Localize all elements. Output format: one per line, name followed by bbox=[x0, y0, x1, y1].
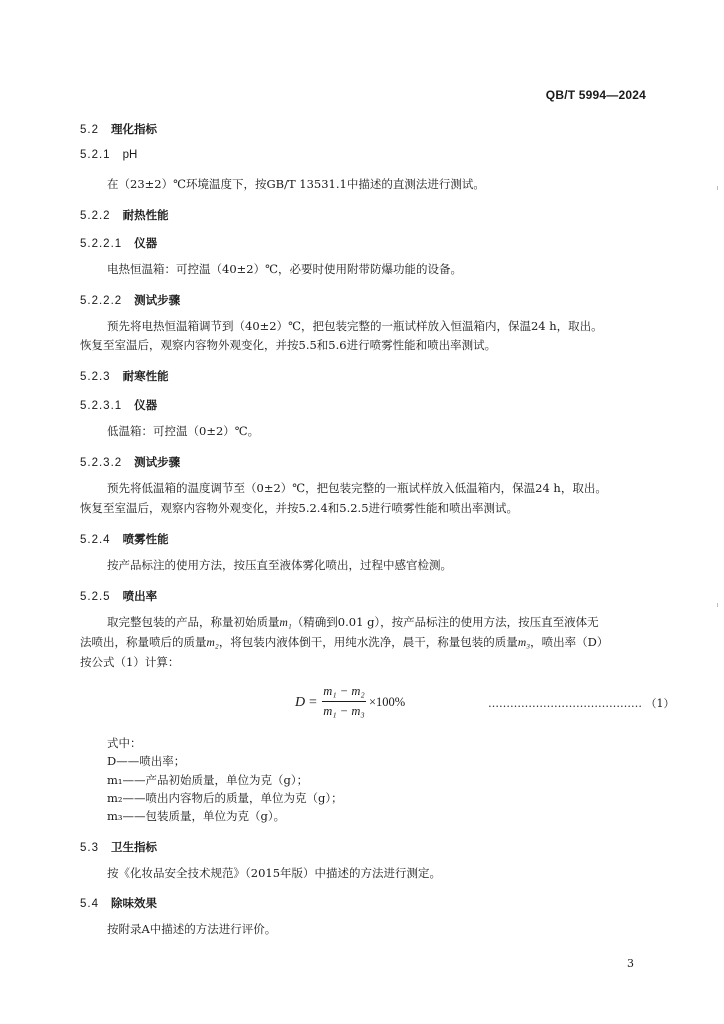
paragraph-5-4: 按附录A中描述的方法进行评价。 bbox=[107, 922, 277, 936]
paragraph-5-3: 按《化妆品安全技术规范》（2015年版）中描述的方法进行测定。 bbox=[107, 866, 442, 880]
formula-fraction bbox=[322, 684, 366, 719]
formula-equals: = bbox=[309, 695, 317, 710]
paragraph-5-2-4: 按产品标注的使用方法，按压直至液体雾化喷出，过程中感官检测。 bbox=[107, 558, 452, 572]
where-m2: m₂——喷出内容物后的质量，单位为克（g）； bbox=[107, 791, 343, 805]
heading-5-2-2: 5.2.2 耐热性能 bbox=[80, 210, 169, 222]
where-label: 式中： bbox=[107, 736, 142, 750]
heading-5-2-2-1: 5.2.2.1 仪器 bbox=[80, 238, 158, 250]
where-m1: m₁——产品初始质量，单位为克（g）； bbox=[107, 773, 309, 787]
page-number: 3 bbox=[627, 957, 634, 970]
paragraph-5-2-3-1: 低温箱：可控温（0±2）℃。 bbox=[107, 424, 260, 438]
equation-number: …………………………………… （1） bbox=[488, 697, 675, 710]
where-d: D——喷出率； bbox=[107, 754, 186, 768]
heading-5-2-3-2: 5.2.3.2 测试步骤 bbox=[80, 457, 181, 469]
heading-5-2-3: 5.2.3 耐寒性能 bbox=[80, 371, 169, 383]
heading-5-2-4: 5.2.4 喷雾性能 bbox=[80, 534, 169, 546]
scan-artifact bbox=[717, 603, 718, 607]
heading-5-3: 5.3 卫生指标 bbox=[80, 842, 157, 854]
paragraph-5-2-3-2-line2: 恢复至室温后，观察内容物外观变化，并按5.2.4和5.2.5进行喷雾性能和喷出率测试。 bbox=[80, 501, 519, 515]
heading-5-2-2-2: 5.2.2.2 测试步骤 bbox=[80, 295, 181, 307]
heading-5-2-5: 5.2.5 喷出率 bbox=[80, 591, 158, 603]
paragraph-5-2-2-1: 电热恒温箱：可控温（40±2）℃，必要时使用附带防爆功能的设备。 bbox=[107, 262, 462, 276]
heading-5-4: 5.4 除味效果 bbox=[80, 898, 157, 910]
paragraph-5-2-1: 在（23±2）℃环境温度下，按GB/T 13531.1中描述的直测法进行测试。 bbox=[107, 177, 485, 191]
heading-5-2-1: 5.2.1 pH bbox=[80, 149, 138, 161]
fraction-bar bbox=[322, 701, 366, 702]
formula-numerator: m₁ − m₂ bbox=[323, 684, 365, 698]
formula-factor: ×100% bbox=[369, 695, 406, 709]
paragraph-5-2-5-line1: 取完整包装的产品，称量初始质量m₁（精确到0.01 g），按产品标注的使用方法，按压直至液体无 bbox=[107, 615, 599, 629]
paragraph-5-2-2-2-line1: 预先将电热恒温箱调节到（40±2）℃，把包装完整的一瓶试样放入恒温箱内，保温24 h，取出。 bbox=[107, 319, 603, 333]
paragraph-5-2-2-2-line2: 恢复至室温后，观察内容物外观变化，并按5.5和5.6进行喷雾性能和喷出率测试。 bbox=[80, 338, 497, 352]
standard-code: QB/T 5994—2024 bbox=[545, 88, 646, 102]
scan-artifact bbox=[717, 186, 718, 190]
where-m3: m₃——包装质量，单位为克（g）。 bbox=[107, 809, 286, 823]
formula-denominator: m₁ − m₃ bbox=[323, 704, 365, 718]
heading-5-2: 5.2 理化指标 bbox=[80, 124, 157, 136]
formula-lhs: D bbox=[295, 695, 306, 710]
heading-5-2-3-1: 5.2.3.1 仪器 bbox=[80, 400, 158, 412]
paragraph-5-2-3-2-line1: 预先将低温箱的温度调节至（0±2）℃，把包装完整的一瓶试样放入低温箱内，保温24 h，取出。 bbox=[107, 481, 607, 495]
paragraph-5-2-5-line3: 按公式（1）计算： bbox=[80, 655, 180, 669]
paragraph-5-2-5-line2: 法喷出，称量喷后的质量m₂，将包装内液体倒干，用纯水洗净，晨干，称量包装的质量m₃，喷出率（D） bbox=[80, 635, 609, 649]
